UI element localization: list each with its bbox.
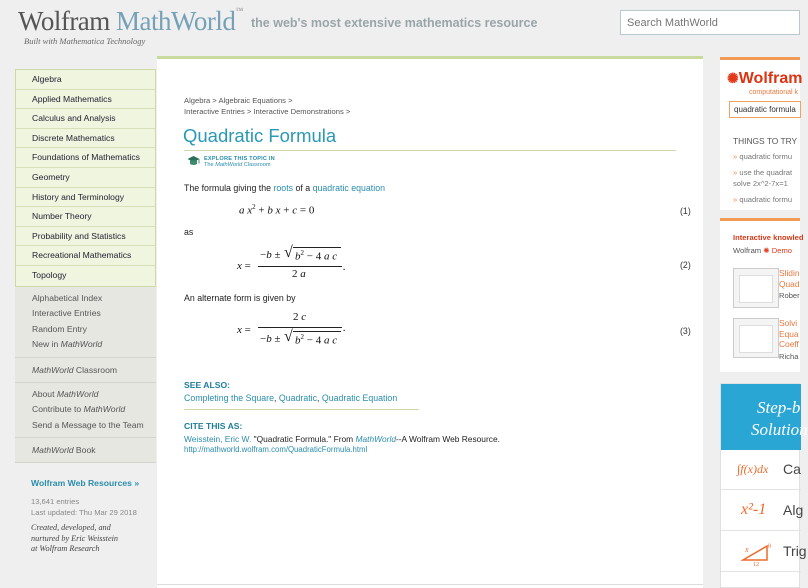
nav-random-entry[interactable]: Random Entry <box>32 323 87 334</box>
wa-query-input[interactable]: quadratic formula <box>729 101 801 118</box>
nav-alphabetical-index[interactable]: Alphabetical Index <box>32 292 103 303</box>
nav-new-in-mathworld[interactable] <box>15 337 156 353</box>
demo-star-icon: ✺ <box>763 246 772 255</box>
demo-title-line: Slidin <box>779 268 800 278</box>
nav-group-index <box>15 287 156 358</box>
nav-item-algebra[interactable]: Algebra <box>16 70 155 90</box>
wa-suggestion-text: quadratic formu <box>739 152 793 161</box>
explore-topic-label[interactable]: EXPLORE THIS TOPIC IN <box>204 156 275 162</box>
see-also-divider <box>184 409 419 410</box>
nav-contribute[interactable] <box>15 402 156 418</box>
nav-item-probability[interactable]: Probability and Statistics <box>16 227 155 247</box>
nav-interactive-entries[interactable]: Interactive Entries <box>32 308 101 319</box>
see-quadratic-link[interactable]: Quadratic <box>278 393 318 403</box>
nav-item-topology[interactable]: Topology <box>32 269 67 280</box>
explore-post: Classroom <box>242 162 271 168</box>
entry-count: 13,641 entries <box>31 497 80 506</box>
interactive-knowledge-title: Interactive knowled <box>733 233 804 242</box>
nav-book-suffix: Book <box>73 445 96 456</box>
demo-title-line: Coeff <box>779 339 799 350</box>
crumb-sep: > <box>343 107 351 116</box>
step-by-step-widget <box>720 383 808 588</box>
wa-suggestion[interactable]: » use the quadrat solve 2x^2-7x=1 <box>733 168 793 188</box>
step-row-label: Ca <box>783 461 801 477</box>
as-text: as <box>184 227 194 237</box>
demo-title-line: Quad <box>779 278 800 289</box>
equation-number: (1) <box>680 206 691 216</box>
nav-classroom-suffix: Classroom <box>73 364 118 375</box>
nav-new-mathworld: MathWorld <box>60 339 103 350</box>
logo-tm: ™ <box>235 6 243 15</box>
step-banner-line: Solution <box>751 420 808 439</box>
nav-about-mw: MathWorld <box>56 388 99 399</box>
things-to-try-heading: THINGS TO TRY <box>733 136 798 146</box>
nav-send-message[interactable]: Send a Message to the Team <box>32 419 144 430</box>
see-also-heading: SEE ALSO: <box>184 380 230 390</box>
nav-item-applied-mathematics[interactable]: Applied Mathematics <box>16 90 155 110</box>
equation-number: (2) <box>680 260 691 270</box>
cite-mathworld-link[interactable]: MathWorld <box>355 434 396 444</box>
wolfram-alpha-widget <box>720 57 803 210</box>
cite-heading: CITE THIS AS: <box>184 421 243 431</box>
search-input[interactable] <box>620 10 800 35</box>
credits-line: at Wolfram Research <box>31 544 100 553</box>
equation-2: x = −b ± √ $b^2 - 4$ a c 2 a . <box>237 244 346 280</box>
nav-item-foundations[interactable]: Foundations of Mathematics <box>16 148 155 168</box>
wa-suggestion[interactable]: » quadratic formu <box>733 152 793 161</box>
wolfram-demonstrations-label[interactable] <box>733 246 792 255</box>
wa-suggestion-text: quadratic formu <box>739 195 793 204</box>
topic-list <box>15 69 156 287</box>
wolfram-alpha-logo[interactable] <box>727 70 802 88</box>
nav-item-geometry[interactable]: Geometry <box>16 168 155 188</box>
crumb-sep: > <box>210 96 219 105</box>
demo-text: Demo <box>771 246 792 255</box>
svg-text:12: 12 <box>753 562 759 568</box>
intro-paragraph <box>184 183 385 193</box>
demo-thumbnail[interactable] <box>733 318 779 358</box>
crumb-interactive-entries[interactable]: Interactive Entries <box>184 107 245 116</box>
wa-suggestion-text: solve 2x^2-7x=1 <box>733 178 788 188</box>
step-by-step-banner[interactable] <box>721 384 808 450</box>
quadratic-equation-link[interactable]: quadratic equation <box>312 183 385 193</box>
intro-text: The formula giving the <box>184 183 274 193</box>
graduation-cap-icon[interactable] <box>187 155 200 168</box>
credits-line: Created, developed, and <box>31 523 111 532</box>
cite-url-link[interactable]: http://mathworld.wolfram.com/QuadraticFormula.html <box>184 445 368 454</box>
citation <box>184 434 500 444</box>
nav-about-prefix: About <box>32 388 57 399</box>
nav-classroom-mw: MathWorld <box>32 364 74 375</box>
wa-suggestion-text: use the quadrat <box>739 168 793 177</box>
integral-icon: ∫f(x)dx <box>737 462 769 476</box>
step-row-calculus[interactable] <box>721 450 801 490</box>
nav-item-calculus[interactable]: Calculus and Analysis <box>16 109 155 129</box>
demo-thumbnail[interactable] <box>733 268 779 308</box>
logo-mathworld-text: MathWorld <box>116 6 236 36</box>
nav-item-number-theory[interactable]: Number Theory <box>16 207 155 227</box>
wa-suggestion[interactable]: » quadratic formu <box>733 195 793 204</box>
main-content <box>157 56 703 588</box>
step-row-trig[interactable] <box>721 532 807 572</box>
demo-author: Rober <box>779 291 800 300</box>
demo-title-line: Equa <box>779 328 799 339</box>
left-nav <box>15 69 156 463</box>
last-updated: Last updated: Thu Mar 29 2018 <box>31 508 137 517</box>
crumb-interactive-demos[interactable]: Interactive Demonstrations <box>253 107 344 116</box>
wolfram-star-icon: ✺ <box>727 70 739 86</box>
site-stats <box>31 496 137 518</box>
polynomial-icon: x²-1 <box>741 501 767 518</box>
page-title: Quadratic Formula <box>183 125 337 146</box>
alternate-form-text: An alternate form is given by <box>184 293 296 303</box>
interactive-knowledge-widget <box>720 218 804 372</box>
nav-mathworld-classroom[interactable] <box>15 358 156 383</box>
site-tagline: the web's most extensive mathematics resource <box>251 16 538 30</box>
nav-about[interactable] <box>15 387 156 403</box>
nav-contribute-mw: MathWorld <box>83 404 126 415</box>
nav-book-mw: MathWorld <box>32 445 74 456</box>
demo-title-line: Solvi <box>779 318 798 328</box>
credits-line: nurtured by Eric Weisstein <box>31 533 118 543</box>
cite-rest: --A Wolfram Web Resource. <box>395 434 500 444</box>
crumb-sep: > <box>285 96 293 105</box>
cite-author-link[interactable]: Weisstein, Eric W. <box>184 434 252 444</box>
equation-number: (3) <box>680 326 691 336</box>
logo-subtitle: Built with Mathematica Technology <box>24 36 146 46</box>
wa-tagline: computational k <box>749 89 799 96</box>
svg-text:x: x <box>745 545 749 554</box>
wa-logo-text: Wolfram <box>738 70 803 87</box>
explore-classroom-link[interactable] <box>204 162 271 168</box>
nav-group-about <box>15 383 156 439</box>
step-banner-line: Step-b <box>757 398 801 417</box>
nav-item-history[interactable]: History and Terminology <box>16 188 155 208</box>
wolfram-web-resources-link[interactable]: Wolfram Web Resources » <box>31 478 140 488</box>
equation-1: a $x^2 + b$ x + c = 0 <box>239 203 315 217</box>
cite-title: "Quadratic Formula." From <box>251 434 356 444</box>
demo-title[interactable] <box>779 318 799 350</box>
step-row-label: Trig <box>783 543 807 559</box>
credits <box>31 523 118 555</box>
intro-text: of a <box>293 183 313 193</box>
wolfram-mathworld-logo[interactable] <box>18 6 243 37</box>
nav-contribute-prefix: Contribute to <box>32 404 84 415</box>
lower-card <box>157 584 703 588</box>
nav-mathworld-book[interactable] <box>15 438 156 463</box>
explore-pre: The <box>204 162 216 168</box>
demo-pre: Wolfram <box>733 246 764 255</box>
nav-item-recreational[interactable]: Recreational Mathematics <box>16 246 155 266</box>
crumb-algebraic-equations[interactable]: Algebraic Equations <box>218 96 286 105</box>
crumb-algebra[interactable]: Algebra <box>184 96 211 105</box>
step-row-algebra[interactable] <box>721 491 804 531</box>
roots-link[interactable]: roots <box>273 183 294 193</box>
explore-mw: MathWorld <box>215 162 243 168</box>
triangle-icon <box>739 540 773 566</box>
nav-item-discrete[interactable]: Discrete Mathematics <box>16 129 155 149</box>
step-row-label: Alg <box>783 502 804 518</box>
svg-text:θ: θ <box>768 544 771 550</box>
see-quadratic-equation-link[interactable]: Quadratic Equation <box>321 393 398 403</box>
equation-3: x = 2 c −b ± √ $b^2 - 4$ a c . <box>237 311 346 347</box>
see-completing-square-link[interactable]: Completing the Square <box>184 393 274 403</box>
crumb-sep: > <box>244 107 254 116</box>
title-divider <box>184 150 676 151</box>
see-also-links: Completing the Square, Quadratic, Quadratic Equation <box>184 393 398 403</box>
logo-wolfram-text: Wolfram <box>18 6 117 36</box>
demo-author: Richa <box>779 352 799 361</box>
demo-title[interactable] <box>779 268 800 289</box>
nav-new-prefix: New in <box>32 339 61 350</box>
breadcrumb <box>184 95 350 117</box>
